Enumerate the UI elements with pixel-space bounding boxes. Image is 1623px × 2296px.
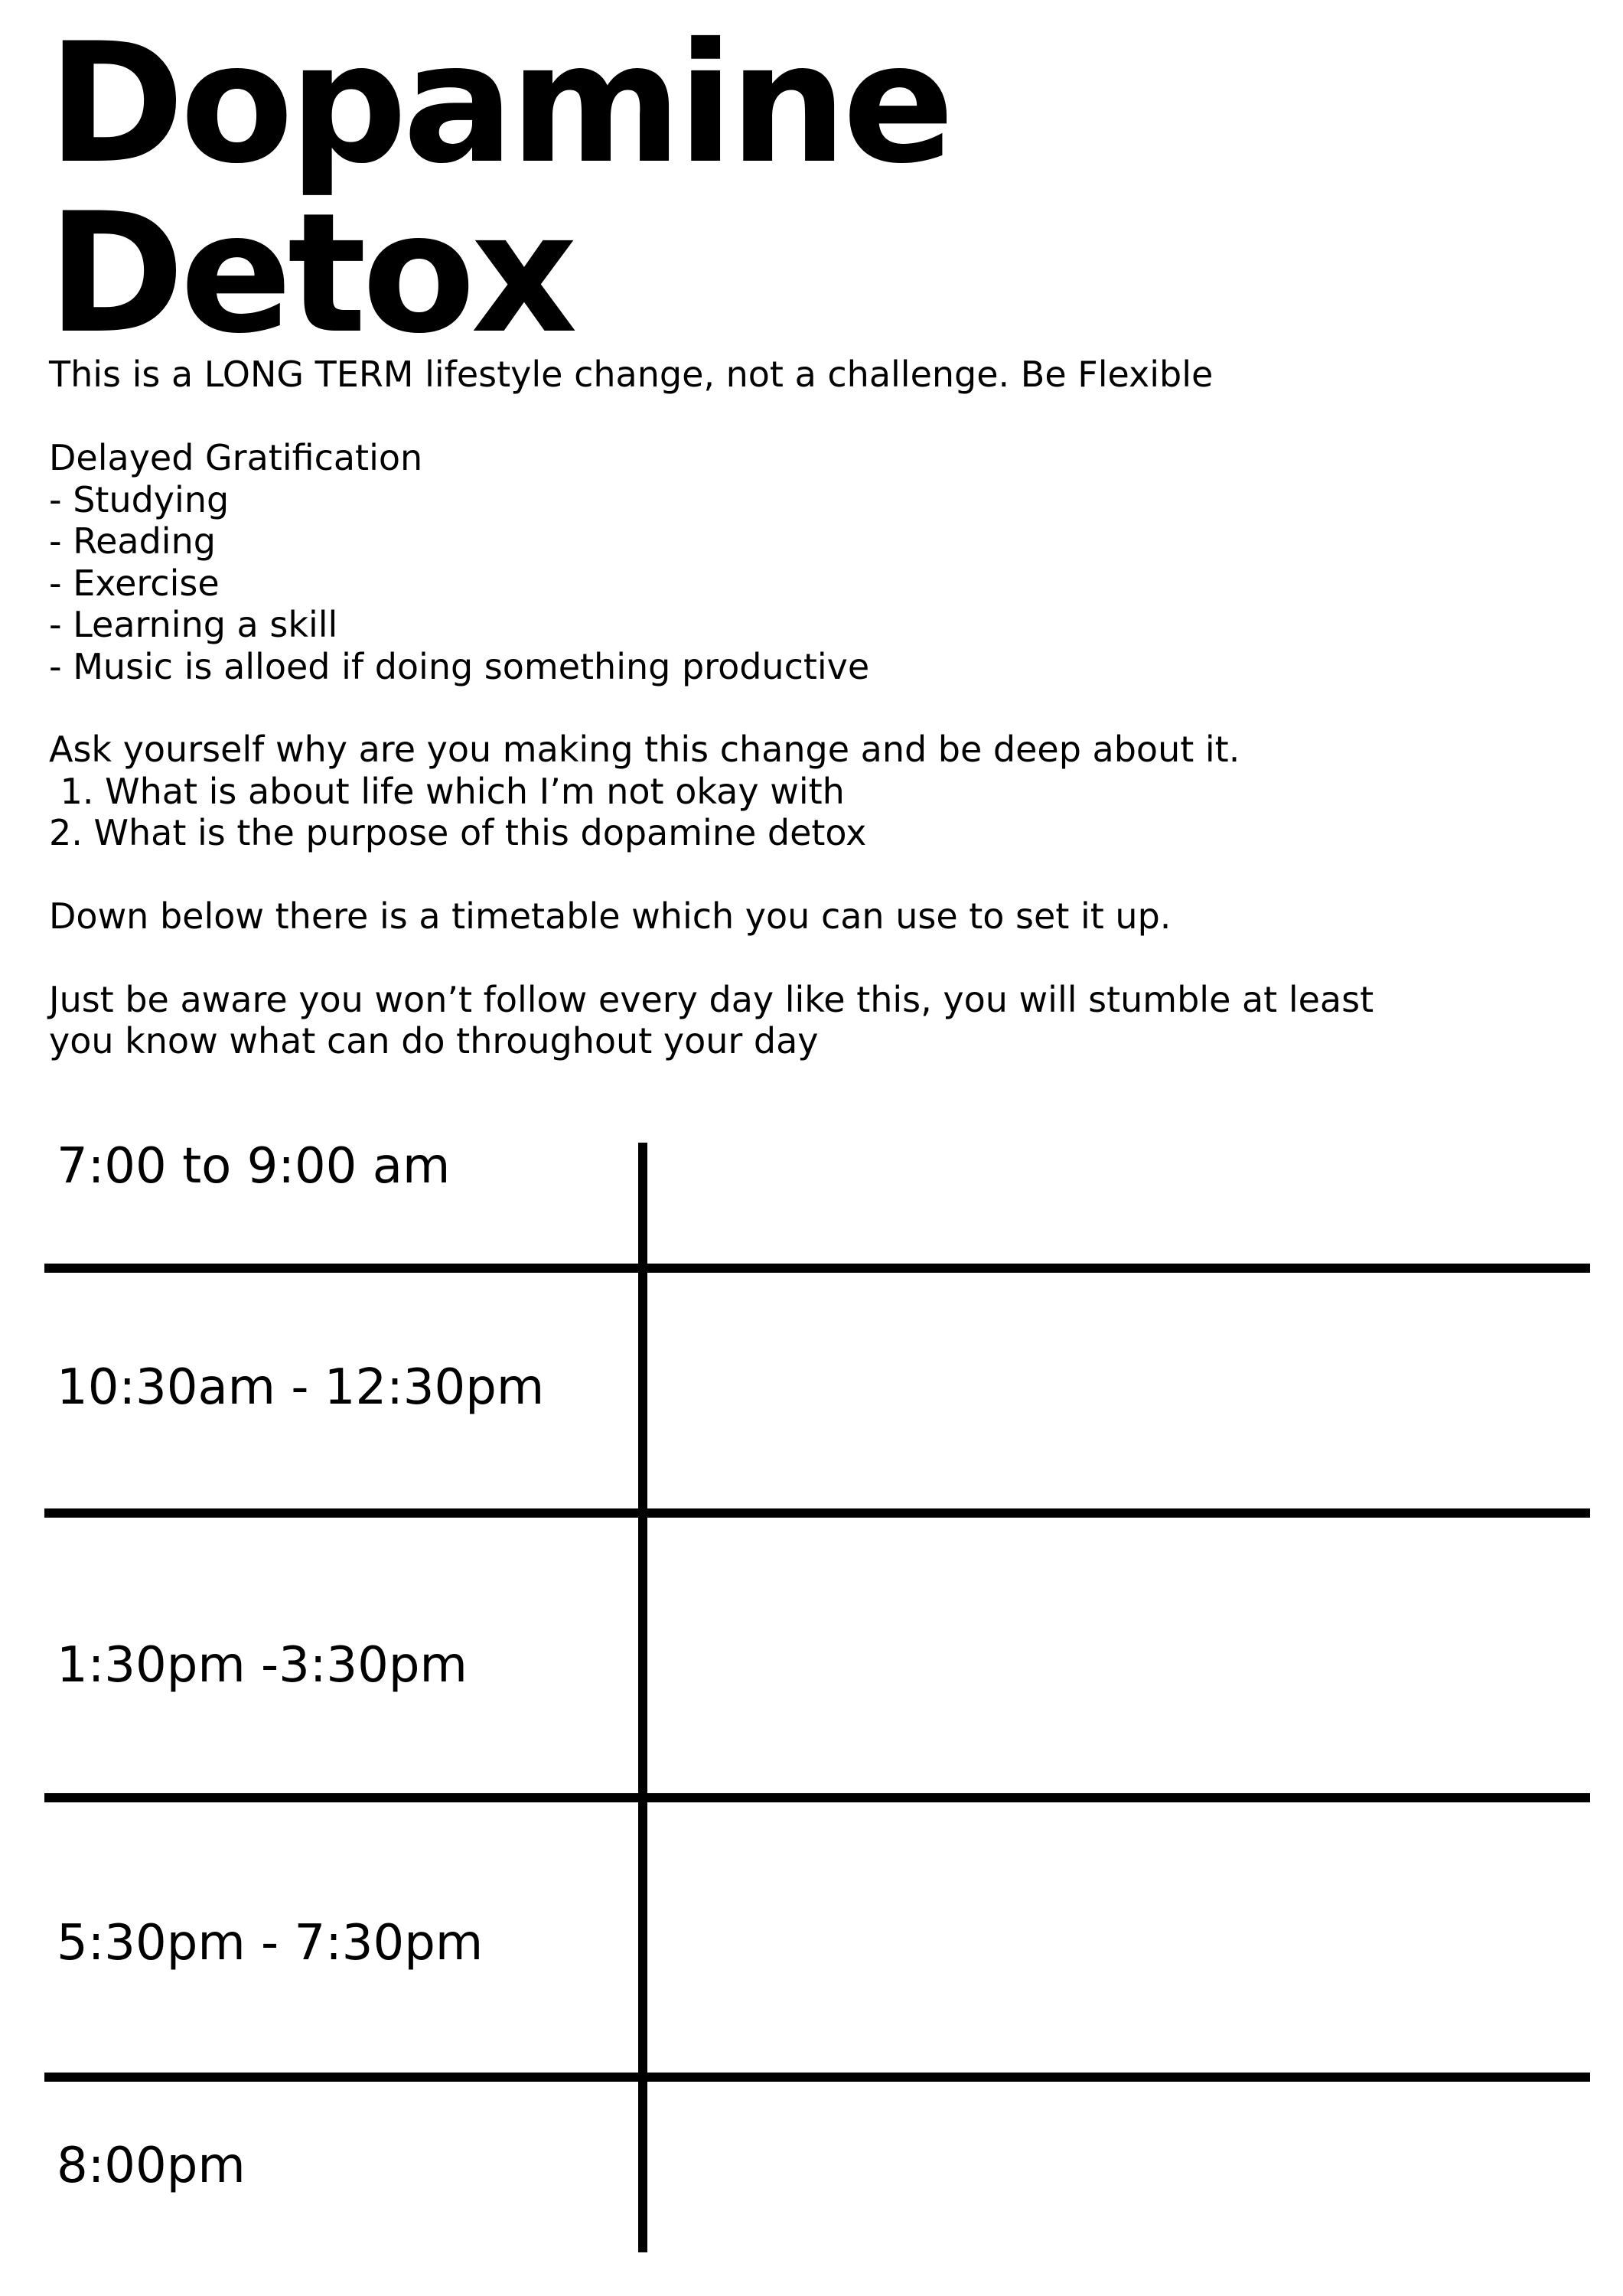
time-slot-label: 1:30pm -3:30pm — [57, 1637, 468, 1694]
time-slot-label: 7:00 to 9:00 am — [57, 1138, 451, 1195]
reflection-prompt: Ask yourself why are you making this change and be deep about it. — [49, 729, 1240, 770]
timetable-row-divider — [44, 1264, 1590, 1273]
list-item: - Exercise — [49, 563, 220, 604]
list-item: - Studying — [49, 479, 230, 520]
activity-cell[interactable] — [647, 1802, 1590, 2073]
closing-text-line-2: you know what can do throughout your day — [49, 1020, 819, 1062]
time-slot-label: 10:30am - 12:30pm — [57, 1359, 545, 1416]
list-item: - Music is alloed if doing something productive — [49, 646, 870, 687]
time-slot-label: 8:00pm — [57, 2138, 246, 2194]
page-title-line-2: Detox — [47, 178, 573, 370]
timetable-column-divider — [638, 1143, 647, 2252]
reflection-question: 1. What is about life which I’m not okay with — [49, 771, 845, 812]
time-slot-label: 5:30pm - 7:30pm — [57, 1915, 484, 1971]
activity-cell[interactable] — [647, 1518, 1590, 1793]
closing-text-line-1: Just be aware you won’t follow every day like this, you will stumble at least — [49, 979, 1374, 1020]
activity-cell[interactable] — [647, 1273, 1590, 1508]
delayed-gratification-heading: Delayed Gratification — [49, 437, 423, 478]
timetable-row-divider — [44, 1508, 1590, 1518]
timetable-note: Down below there is a timetable which you can use to set it up. — [49, 895, 1172, 937]
reflection-question: 2. What is the purpose of this dopamine detox — [49, 812, 867, 853]
activity-cell[interactable] — [647, 1143, 1590, 1264]
list-item: - Reading — [49, 520, 216, 562]
list-item: - Learning a skill — [49, 604, 338, 645]
page-title-line-1: Dopamine — [47, 8, 950, 200]
activity-cell[interactable] — [647, 2082, 1590, 2252]
intro-text: This is a LONG TERM lifestyle change, not a challenge. Be Flexible — [49, 354, 1214, 395]
timetable-row-divider — [44, 1793, 1590, 1802]
timetable-row-divider — [44, 2073, 1590, 2082]
